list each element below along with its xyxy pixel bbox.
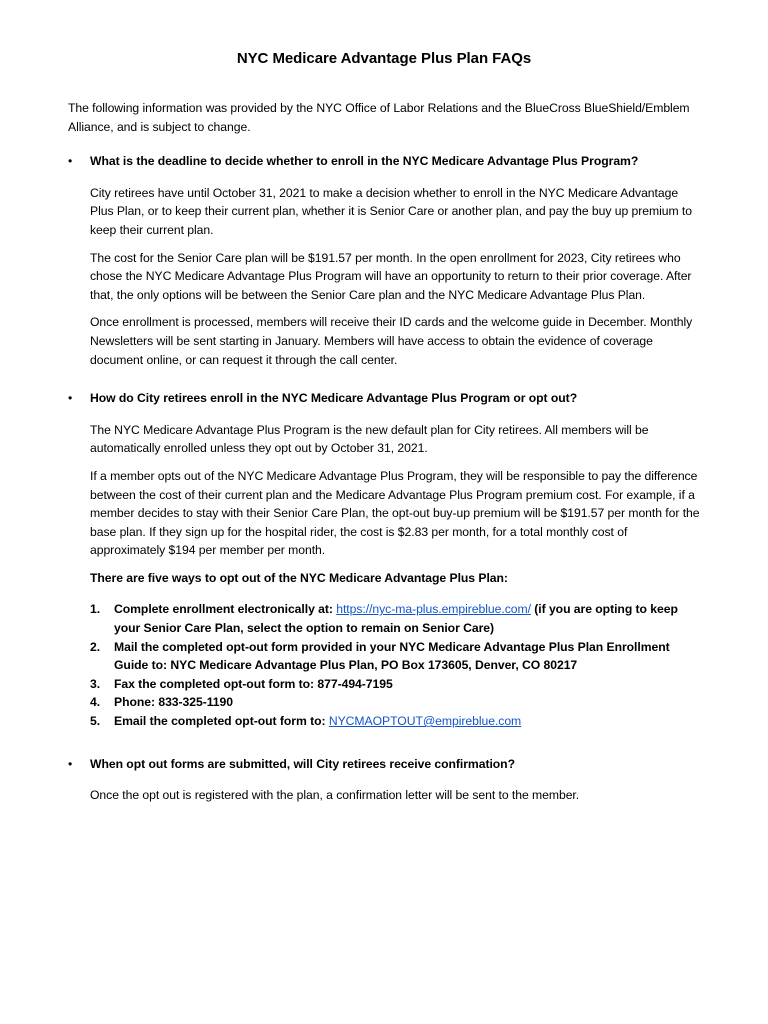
faq-answer	[90, 786, 700, 805]
faq-question	[68, 755, 700, 774]
faq-question-text: How do City retirees enroll in the NYC Medicare Advantage Plus Program or opt out?	[90, 391, 578, 406]
faq-answer	[90, 184, 700, 369]
bullet-icon: •	[68, 391, 73, 406]
list-item	[90, 675, 700, 694]
answer-paragraph: There are five ways to opt out of the NYC Medicare Advantage Plus Plan:	[90, 570, 508, 585]
bullet-icon: •	[68, 154, 73, 169]
faq-answer	[90, 421, 700, 731]
list-item	[90, 638, 700, 675]
answer-paragraph: Once the opt out is registered with the plan, a confirmation letter will be sent to the member.	[90, 788, 580, 803]
list-item-text: Complete enrollment electronically at:	[114, 602, 337, 617]
intro-paragraph: The following information was provided by the NYC Office of Labor Relations and the BlueCross BlueShield/Emblem Alliance, and is subject to change.	[68, 101, 690, 134]
list-number: 4.	[90, 695, 101, 710]
list-item-text: Phone: 833-325-1190	[114, 695, 233, 710]
list-item	[90, 693, 700, 712]
faq-question-text: What is the deadline to decide whether to enroll in the NYC Medicare Advantage Plus Program?	[90, 154, 639, 169]
list-item	[90, 712, 700, 731]
enrollment-website-link[interactable]: https://nyc-ma-plus.empireblue.com/	[336, 602, 531, 617]
bullet-icon: •	[68, 756, 73, 771]
list-item	[90, 600, 700, 637]
answer-paragraph: If a member opts out of the NYC Medicare Advantage Plus Program, they will be responsible to pay the difference between the cost of their current plan and the Medicare Advantage Plus Program premium cost. For example, if a member decides to stay with their Senior Care Plan, the opt-out buy-up premium will be $191.57 per month for the base plan. If they sign up for the hospital rider, the cost is $2.83 per month, for a total monthly cost of approximately $194 per member per month.	[90, 468, 700, 558]
faq-question	[68, 152, 700, 171]
optout-email-link[interactable]: NYCMAOPTOUT@empireblue.com	[328, 714, 522, 729]
list-item-text: (if you are opting to keep your Senior Care Plan, select the option to remain on Senior Care)	[114, 602, 678, 636]
page-title: NYC Medicare Advantage Plus Plan FAQs	[236, 50, 532, 67]
list-number: 5.	[90, 714, 101, 729]
list-number: 3.	[90, 676, 101, 691]
optout-ways-list	[90, 600, 700, 730]
answer-paragraph: City retirees have until October 31, 2021 to make a decision whether to enroll in the NYC Medicare Advantage Plus Plan, or to keep their current plan, whether it is Senior Care or another plan, and pay the buy up premium to keep their current plan.	[90, 185, 692, 237]
faq-question-text: When opt out forms are submitted, will City retirees receive confirmation?	[90, 756, 515, 771]
faq-item-confirmation	[68, 755, 700, 805]
list-item-text: Fax the completed opt-out form to: 877-494-7195	[114, 676, 393, 691]
faq-question	[68, 389, 700, 408]
list-number: 1.	[90, 602, 101, 617]
list-item-text: Email the completed opt-out form to:	[114, 714, 329, 729]
list-number: 2.	[90, 639, 101, 654]
faq-item-enroll-optout	[68, 389, 700, 731]
faq-item-deadline	[68, 152, 700, 369]
answer-paragraph: Once enrollment is processed, members will receive their ID cards and the welcome guide in December. Monthly Newsletters will be sent starting in January. Members will have access to obtain the evidence of coverage document online, or can request it through the call center.	[90, 315, 693, 367]
list-item-text: Mail the completed opt-out form provided in your NYC Medicare Advantage Plus Plan Enrollment Guide to: NYC Medicare Advantage Plus Plan, PO Box 173605, Denver, CO 80217	[114, 639, 670, 673]
answer-paragraph: The cost for the Senior Care plan will be $191.57 per month. In the open enrollment for 2023, City retirees who chose the NYC Medicare Advantage Plus Program will have an opportunity to return to their prior coverage. After that, the only options will be between the Senior Care plan and the NYC Medicare Advantage Plus Plan.	[90, 250, 692, 302]
answer-paragraph: The NYC Medicare Advantage Plus Program is the new default plan for City retirees. All members will be automatically enrolled unless they opt out by October 31, 2021.	[90, 422, 649, 456]
